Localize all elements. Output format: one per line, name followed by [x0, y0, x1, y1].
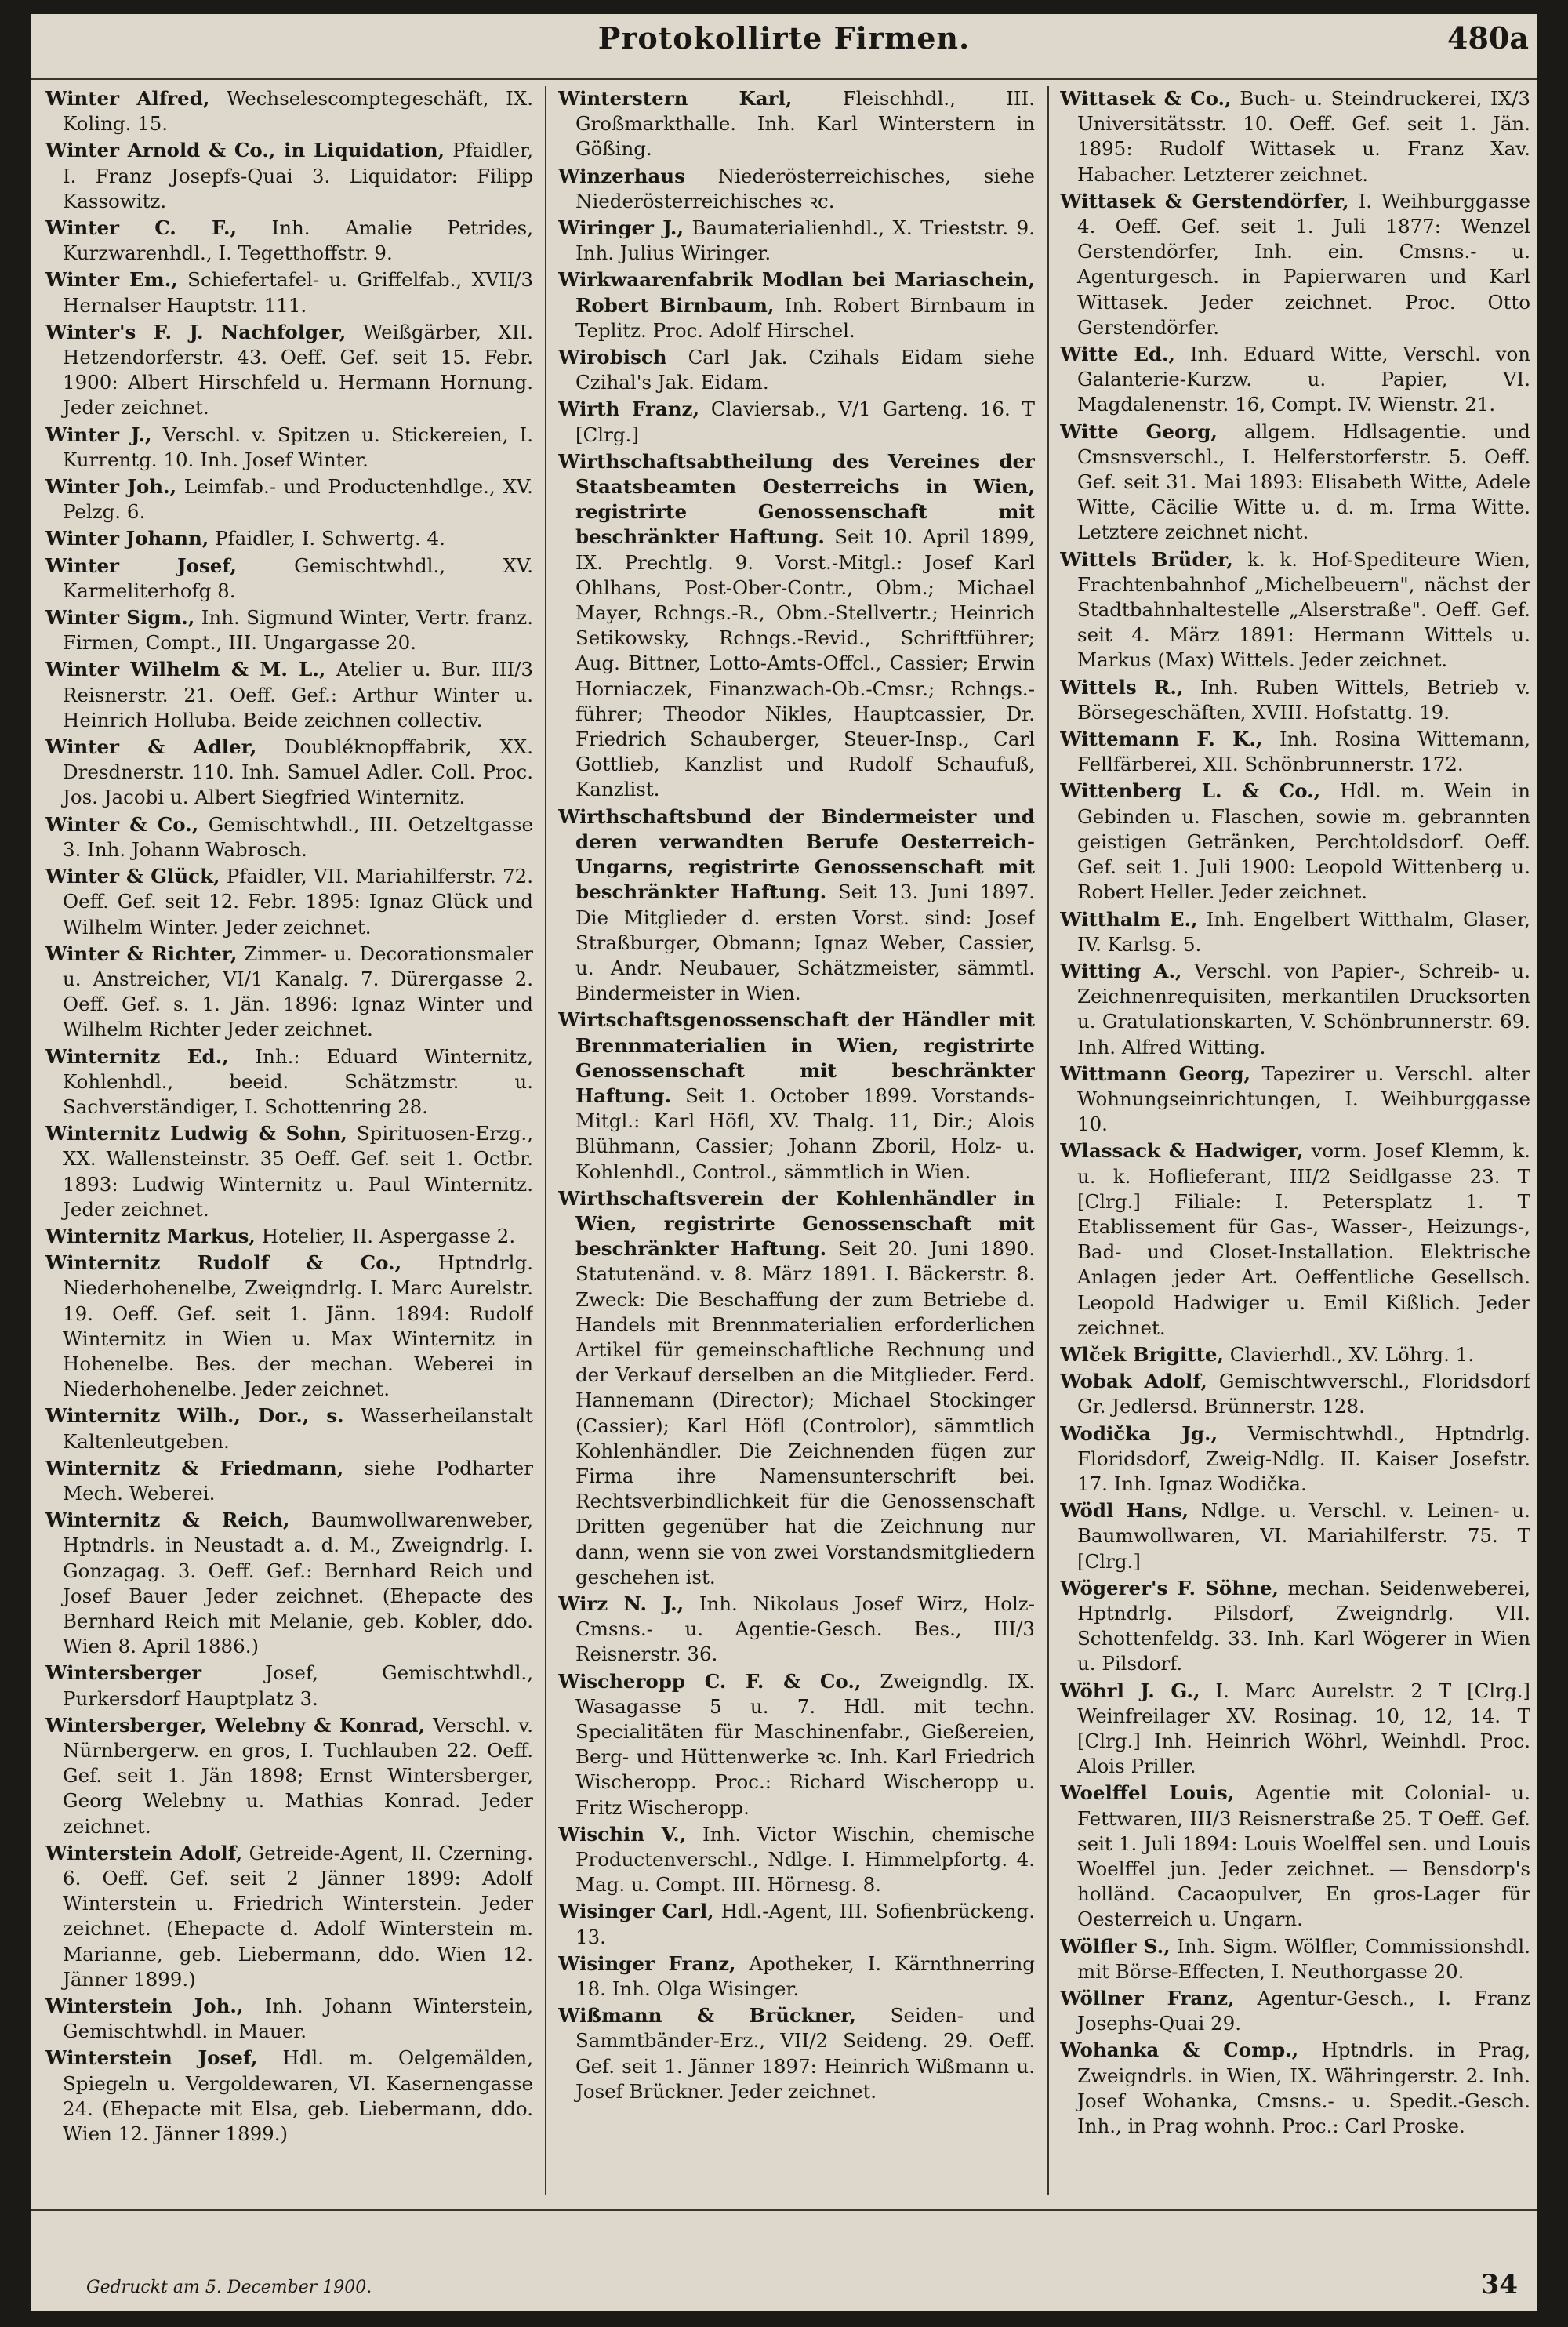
directory-entry: [45, 526, 533, 551]
firm-details: Apotheker, I. Kärnthnerring 18. Inh. Olga Wisinger.: [575, 1951, 1035, 2001]
firm-details: Hotelier, II. Aspergasse 2.: [261, 1224, 516, 1247]
firm-name: Wodička Jg.,: [1060, 1421, 1218, 1445]
firm-name: Wiringer J.,: [558, 216, 684, 240]
directory-entry: [45, 1251, 533, 1402]
firm-details: k. k. Hof-Spediteure Wien, Frachtenbahnhof „Michelbeuern", nächst der Stadtbahnhaltestelle „Alserstraße". Oeff. Gef. seit 4. März 1891: Hermann Wittels u. Markus (Max) Wittels. Jeder zeichnet.: [1077, 547, 1530, 672]
directory-entry: [1060, 675, 1530, 725]
firm-name: Wittmann Georg,: [1060, 1062, 1251, 1085]
firm-details: Wechselescomptegeschäft, IX. Koling. 15.: [63, 87, 533, 136]
directory-entry: [1060, 547, 1530, 673]
firm-name: Wlček Brigitte,: [1060, 1342, 1224, 1366]
page-number: 480a: [1447, 20, 1529, 56]
firm-name: Witte Georg,: [1060, 419, 1218, 443]
directory-entry: [558, 86, 1035, 162]
firm-details: Baumaterialienhdl., X. Trieststr. 9. Inh. Julius Wiringer.: [575, 216, 1035, 265]
firm-details: Atelier u. Bur. III/3 Reisnerstr. 21. Oeff. Gef.: Arthur Winter u. Heinrich Holluba. Beide zeichnen collectiv.: [63, 658, 533, 731]
directory-entry: [1060, 1986, 1530, 2036]
directory-entry: [45, 423, 533, 473]
firm-name: Wirthschaftsbund der Bindermeister und deren verwandten Berufe Oesterreich-Ungarns, registrirte Genossenschaft mit beschränkter Haftung.: [558, 804, 1035, 904]
firm-details: Inh. Nikolaus Josef Wirz, Holz-Cmsns.- u. Agentie-Gesch. Bes., III/3 Reisnerstr. 36.: [575, 1592, 1035, 1666]
firm-name: Wirthschaftsabtheilung des Vereines der Staatsbeamten Oesterreichs in Wien, registrirte Genossenschaft mit beschränkter Haftung.: [558, 449, 1035, 549]
firm-details: Buch- u. Steindruckerei, IX/3 Universitätsstr. 10. Oeff. Gef. seit 1. Jän. 1895: Rudolf Wittasek u. Franz Xav. Habacher. Letzterer zeichnet.: [1077, 87, 1530, 186]
firm-name: Winter J.,: [45, 423, 152, 446]
directory-entry: [1060, 1369, 1530, 1419]
firm-name: Winter Em.,: [45, 268, 178, 292]
firm-details: Pfaidler, VII. Mariahilferstr. 72. Oeff. Gef. seit 12. Febr. 1895: Ignaz Glück und Wilhelm Winter. Jeder zeichnet.: [63, 865, 533, 938]
firm-name: Wintersberger, Welebny & Konrad,: [45, 1713, 426, 1737]
firm-name: Wittenberg L. & Co.,: [1060, 779, 1321, 803]
firm-name: Wögerer's F. Söhne,: [1060, 1576, 1279, 1599]
directory-entry: [1060, 727, 1530, 777]
firm-details: Pfaidler, I. Schwertg. 4.: [215, 527, 445, 550]
firm-name: Winter & Co.,: [45, 812, 199, 836]
firm-details: Inh. Amalie Petrides, Kurzwarenhdl., I. Tegetthoffstr. 9.: [63, 216, 533, 265]
firm-details: Gemischtwverschl., Floridsdorf Gr. Jedlersd. Brünnerstr. 128.: [1077, 1370, 1530, 1418]
firm-details: Wasserheilanstalt Kaltenleutgeben.: [63, 1404, 533, 1453]
firm-name: Wirtschaftsgenossenschaft der Händler mit Brennmaterialien in Wien, registrirte Genossenschaft mit beschränkter Haftung.: [558, 1008, 1035, 1107]
directory-entry: [1060, 1062, 1530, 1138]
directory-entry: [45, 474, 533, 525]
firm-name: Wlassack & Hadwiger,: [1060, 1139, 1304, 1163]
firm-name: Winter Johann,: [45, 527, 209, 550]
firm-details: Hptndrls. in Prag, Zweigndrls. in Wien, IX. Währingerstr. 2. Inh. Josef Wohanka, Cmsns.- u. Spedit.-Gesch. Inh., in Prag wohnh. Proc.: Carl Proske.: [1077, 2038, 1530, 2138]
firm-name: Winter & Richter,: [45, 942, 238, 965]
directory-entry: [558, 345, 1035, 395]
directory-entry: [1060, 1781, 1530, 1932]
directory-entry: [45, 1508, 533, 1659]
firm-details: Inh. Eduard Witte, Verschl. von Galanterie-Kurzw. u. Papier, VI. Magdalenenstr. 16, Compt. IV. Wienstr. 21.: [1077, 343, 1530, 416]
firm-details: Seit 13. Juni 1897. Die Mitglieder d. ersten Vorst. sind: Josef Straßburger, Obmann; Ignaz Weber, Cassier, u. Andr. Neubauer, Schätzmeister, sämmtl. Bindermeister in Wien.: [575, 880, 1035, 1005]
firm-name: Wittels Brüder,: [1060, 547, 1233, 571]
firm-name: Wißmann & Brückner,: [558, 2004, 856, 2028]
firm-details: Gemischtwhdl., III. Oetzeltgasse 3. Inh. Johann Wabrosch.: [63, 812, 533, 861]
directory-entry: [1060, 779, 1530, 905]
firm-details: I. Weihburggasse 4. Oeff. Gef. seit 1. Juli 1877: Wenzel Gerstendörfer, Inh. ein. Cmsns.- u. Agenturgesch. in Papierwaren und Karl Wittasek. Jeder zeichnet. Proc. Otto Gerstendörfer.: [1077, 189, 1530, 339]
column-divider-2: [1047, 86, 1049, 2195]
print-date: Gedruckt am 5. December 1900.: [86, 2278, 372, 2297]
firm-name: Winternitz & Reich,: [45, 1508, 290, 1532]
directory-entry: [558, 804, 1035, 1007]
firm-details: Pfaidler, I. Franz Josepfs-Quai 3. Liquidator: Filipp Kassowitz.: [63, 139, 533, 212]
firm-name: Winternitz Markus,: [45, 1224, 256, 1247]
firm-name: Wobak Adolf,: [1060, 1370, 1207, 1393]
firm-details: Hdl. m. Wein in Gebinden u. Flaschen, sowie m. gebrannten geistigen Getränken, Perchtoldsdorf. Oeff. Gef. seit 1. Juli 1900: Leopold Wittenberg u. Robert Heller. Jeder zeichnet.: [1077, 779, 1530, 904]
directory-entry: [558, 1007, 1035, 1184]
column-2: [558, 86, 1035, 2195]
firm-details: Tapezirer u. Verschl. alter Wohnungseinrichtungen, I. Weihburggasse 10.: [1077, 1062, 1530, 1136]
directory-entry: [45, 1121, 533, 1222]
directory-entry: [45, 1044, 533, 1120]
directory-entry: [1060, 419, 1530, 546]
firm-details: Hptndrlg. Niederhohenelbe, Zweigndrlg. I. Marc Aurelstr. 19. Oeff. Gef. seit 1. Jänn. 1894: Rudolf Winternitz in Wien u. Max Winternitz in Hohenelbe. Bes. der mechan. Weberei in Niederhohenelbe. Jeder zeichnet.: [63, 1251, 533, 1401]
column-divider-1: [545, 86, 546, 2195]
directory-entry: [45, 554, 533, 604]
directory-entry: [1060, 1576, 1530, 1677]
firm-name: Witting A.,: [1060, 959, 1182, 982]
firm-name: Winter & Adler,: [45, 735, 257, 759]
firm-name: Witte Ed.,: [1060, 343, 1176, 366]
column-1: [45, 86, 533, 2195]
firm-name: Winter Arnold & Co., in Liquidation,: [45, 139, 445, 162]
firm-name: Wittemann F. K.,: [1060, 728, 1263, 751]
firm-name: Witthalm E.,: [1060, 907, 1198, 931]
firm-name: Wintersberger: [45, 1661, 202, 1685]
firm-name: Wittasek & Gerstendörfer,: [1060, 189, 1349, 212]
firm-name: Wohanka & Comp.,: [1060, 2038, 1299, 2062]
directory-entry: [558, 449, 1035, 803]
firm-details: Hdl. m. Oelgemälden, Spiegeln u. Vergoldewaren, VI. Kasernengasse 24. (Ehepacte mit Elsa, geb. Liebermann, ddo. Wien 12. Jänner 1899.): [63, 2046, 533, 2146]
firm-details: Spirituosen-Erzg., XX. Wallensteinstr. 35 Oeff. Gef. seit 1. Octbr. 1893: Ludwig Winternitz u. Paul Winternitz. Jeder zeichnet.: [63, 1122, 533, 1221]
directory-entry: [45, 1841, 533, 1992]
directory-entry: [45, 1713, 533, 1839]
directory-entry: [45, 1403, 533, 1454]
directory-entry: [45, 812, 533, 862]
firm-details: Leimfab.- und Productenhdlge., XV. Pelzg. 6.: [63, 475, 533, 524]
firm-details: Vermischtwhdl., Hptndrlg. Floridsdorf, Zweig-Ndlg. II. Kaiser Josefstr. 17. Inh. Ignaz Wodička.: [1077, 1421, 1530, 1495]
firm-details: mechan. Seidenweberei, Hptndrlg. Pilsdorf, Zweigndrlg. VII. Schottenfeldg. 33. Inh. Karl Wögerer in Wien u. Pilsdorf.: [1077, 1576, 1530, 1675]
firm-details: Inh. Rosina Wittemann, Fellfärberei, XII. Schönbrunnerstr. 172.: [1077, 728, 1530, 776]
firm-details: Zimmer- u. Decorationsmaler u. Anstreicher, VI/1 Kanalg. 7. Dürergasse 2. Oeff. Gef. s. 1. Jän. 1896: Ignaz Winter und Wilhelm Richter Jeder zeichnet.: [63, 942, 533, 1041]
firm-details: Getreide-Agent, II. Czerning. 6. Oeff. Gef. seit 2 Jänner 1899: Adolf Winterstein u. Friedrich Winterstein. Jeder zeichnet. (Ehepacte d. Adolf Winterstein m. Marianne, geb. Liebermann, ddo. Wien 12. Jänner 1899.): [63, 1841, 533, 1991]
directory-entry: [45, 1224, 533, 1249]
firm-details: I. Marc Aurelstr. 2 T [Clrg.] Weinfreilager XV. Rosinag. 10, 12, 14. T [Clrg.] Inh. Heinrich Wöhrl, Weinhdl. Proc. Alois Priller.: [1077, 1679, 1530, 1778]
directory-entry: [1060, 1421, 1530, 1497]
directory-entry: [1060, 1934, 1530, 1984]
directory-entry: [1060, 342, 1530, 418]
directory-entry: [1060, 189, 1530, 340]
directory-entry: [558, 267, 1035, 343]
directory-entry: [1060, 959, 1530, 1060]
directory-entry: [1060, 1679, 1530, 1780]
firm-details: Verschl. von Papier-, Schreib- u. Zeichnenrequisiten, merkantilen Drucksorten u. Gratulationskarten, V. Schönbrunnerstr. 69. Inh. Alfred Witting.: [1077, 959, 1530, 1058]
firm-name: Winter's F. J. Nachfolger,: [45, 320, 347, 343]
directory-entry: [1060, 907, 1530, 957]
firm-details: Niederösterreichisches, siehe Niederösterreichisches ꝛc.: [575, 164, 1035, 212]
firm-details: Claviersab., V/1 Garteng. 16. T [Clrg.]: [575, 398, 1035, 446]
firm-details: Agentur-Gesch., I. Franz Josephs-Quai 29.: [1077, 1987, 1530, 2035]
directory-entry: [45, 216, 533, 266]
firm-details: allgem. Hdlsagentie. und Cmsnsverschl., I. Helferstorferstr. 5. Oeff. Gef. seit 31. Mai 1893: Elisabeth Witte, Adele Witte, Cäcilie Witte u. d. m. Irma Witte. Letztere zeichnet nicht.: [1077, 419, 1530, 544]
firm-details: Inh. Sigm. Wölfler, Commissionshdl. mit Börse-Effecten, I. Neuthorgasse 20.: [1077, 1934, 1530, 1983]
directory-entry: [45, 605, 533, 655]
directory-entry: [558, 1951, 1035, 2002]
firm-name: Wirkwaarenfabrik Modlan bei Mariaschein, Robert Birnbaum,: [558, 268, 1035, 317]
firm-details: Carl Jak. Czihals Eidam siehe Czihal's Jak. Eidam.: [575, 346, 1035, 394]
firm-name: Winternitz & Friedmann,: [45, 1456, 344, 1479]
directory-entry: [1060, 1498, 1530, 1574]
directory-entry: [558, 1592, 1035, 1668]
firm-details: Weißgärber, XII. Hetzendorferstr. 43. Oeff. Gef. seit 15. Febr. 1900: Albert Hirschfeld u. Hermann Hornung. Jeder zeichnet.: [63, 320, 533, 419]
directory-entry: [1060, 86, 1530, 187]
firm-name: Winternitz Rudolf & Co.,: [45, 1251, 402, 1275]
firm-details: Verschl. v. Nürnbergerw. en gros, I. Tuchlauben 22. Oeff. Gef. seit 1. Jän 1898; Ernst Wintersberger, Georg Welebny u. Mathias Konrad. Jeder zeichnet.: [63, 1713, 533, 1838]
firm-details: Inh. Engelbert Witthalm, Glaser, IV. Karlsg. 5.: [1077, 907, 1530, 956]
firm-name: Woelffel Louis,: [1060, 1781, 1235, 1805]
directory-entry: [558, 1186, 1035, 1590]
directory-entry: [45, 1661, 533, 1711]
firm-name: Wöllner Franz,: [1060, 1987, 1235, 2010]
firm-name: Winter Josef,: [45, 554, 237, 577]
firm-details: Agentie mit Colonial- u. Fettwaren, III/3 Reisnerstraße 25. T Oeff. Gef. seit 1. Juli 1894: Louis Woelffel sen. und Louis Woelffel jun. Jeder zeichnet. — Bensdorp's holländ. Cacaopulver, En gros-Lager für Oesterreich u. Ungarn.: [1077, 1781, 1530, 1931]
directory-entry: [45, 320, 533, 421]
firm-name: Winter C. F.,: [45, 216, 238, 240]
firm-details: Inh. Sigmund Winter, Vertr. franz. Firmen, Compt., III. Ungargasse 20.: [63, 606, 533, 655]
firm-details: Inh. Robert Birnbaum in Teplitz. Proc. Adolf Hirschel.: [575, 293, 1035, 342]
firm-name: Wirobisch: [558, 346, 667, 369]
firm-details: Inh. Ruben Wittels, Betrieb v. Börsegeschäften, XVIII. Hofstattg. 19.: [1077, 675, 1530, 724]
firm-details: Zweigndlg. IX. Wasagasse 5 u. 7. Hdl. mit techn. Specialitäten für Maschinenfabr., Gießereien, Berg- und Hüttenwerke ꝛc. Inh. Karl Friedrich Wischeropp. Proc.: Richard Wischeropp u. Fritz Wischeropp.: [575, 1669, 1035, 1819]
directory-entry: [558, 164, 1035, 214]
firm-name: Winternitz Ludwig & Sohn,: [45, 1122, 347, 1145]
firm-name: Wölfler S.,: [1060, 1934, 1171, 1958]
directory-entry: [558, 216, 1035, 266]
firm-name: Winterstein Josef,: [45, 2046, 258, 2070]
firm-details: Ndlge. u. Verschl. v. Leinen- u. Baumwollwaren, VI. Mariahilferstr. 75. T [Clrg.]: [1077, 1499, 1530, 1573]
firm-name: Winter Joh.,: [45, 475, 177, 499]
firm-name: Wisinger Franz,: [558, 1951, 736, 1975]
firm-details: Gemischtwhdl., XV. Karmeliterhofg 8.: [63, 554, 533, 602]
firm-name: Winterstein Adolf,: [45, 1841, 243, 1864]
firm-details: Seit 1. October 1899. Vorstands-Mitgl.: Karl Höfl, XV. Thalg. 11, Dir.; Alois Blühmann, Cassier; Johann Zboril, Holz- u. Kohlenhdl., Control., sämmtlich in Wien.: [575, 1084, 1035, 1183]
directory-entry: [1060, 1138, 1530, 1341]
firm-name: Wischeropp C. F. & Co.,: [558, 1669, 862, 1693]
directory-entry: [45, 138, 533, 214]
firm-details: Hdl.-Agent, III. Sofienbrückeng. 13.: [575, 1900, 1035, 1948]
firm-details: Seit 20. Juni 1890. Statutenänd. v. 8. März 1891. I. Bäckerstr. 8. Zweck: Die Beschaffung der zum Betriebe d. Handels mit Brennmaterialien erforderlichen Artikel für gemeinschaftliche Rechnung und der Verkauf derselben an die Mitglieder. Ferd. Hannemann (Director); Michael Stockinger (Cassier); Karl Höfl (Controlor), sämmtlich Kohlenhändler. Die Zeichnenden fügen zur Firma ihre Namensunterschrift bei. Rechtsverbindlichkeit für die Genossenschaft Dritten gegenüber hat die Zeichnung nur dann, wenn sie von zwei Vorstandsmitgliedern geschehen ist.: [575, 1237, 1035, 1588]
directory-entry: [45, 1994, 533, 2044]
directory-entry: [45, 864, 533, 940]
directory-entry: [45, 86, 533, 136]
firm-name: Winter Wilhelm & M. L.,: [45, 658, 326, 681]
firm-name: Winternitz Ed.,: [45, 1044, 229, 1068]
firm-name: Wödl Hans,: [1060, 1499, 1189, 1523]
firm-name: Winternitz Wilh., Dor., s.: [45, 1404, 344, 1428]
firm-details: Baumwollwarenweber, Hptndrls. in Neustadt a. d. M., Zweigndrlg. I. Gonzagag. 3. Oeff. Gef.: Bernhard Reich und Josef Bauer Jeder zeichnet. (Ehepacte des Bernhard Reich mit Melanie, geb. Kobler, ddo. Wien 8. April 1886.): [63, 1508, 533, 1658]
firm-name: Wirth Franz,: [558, 398, 699, 421]
firm-details: Inh.: Eduard Winternitz, Kohlenhdl., beeid. Schätzmstr. u. Sachverständiger, I. Schottenring 28.: [63, 1044, 533, 1118]
firm-details: Seiden- und Sammtbänder-Erz., VII/2 Seideng. 29. Oeff. Gef. seit 1. Jänner 1897: Heinrich Wißmann u. Josef Brückner. Jeder zeichnet.: [575, 2004, 1035, 2103]
firm-details: siehe Podharter Mech. Weberei.: [63, 1456, 533, 1505]
directory-entry: [45, 2046, 533, 2147]
sheet-number: 34: [1480, 2269, 1518, 2300]
directory-entry: [1060, 1342, 1530, 1367]
firm-details: vorm. Josef Klemm, k. u. k. Hoflieferant, III/2 Seidlgasse 23. T [Clrg.] Filiale: I. Petersplatz 1. T Etablissement für Gas-, Wasser-, Heizungs-, Bad- und Closet-Installation. Elektrische Anlagen jeder Art. Oeffentliche Gesellsch. Leopold Hadwiger u. Emil Kißlich. Jeder zeichnet.: [1077, 1139, 1530, 1339]
firm-name: Wirz N. J.,: [558, 1592, 684, 1615]
directory-entry: [45, 942, 533, 1043]
firm-name: Winterstern Karl,: [558, 87, 793, 110]
directory-entry: [558, 1669, 1035, 1821]
firm-name: Wirthschaftsverein der Kohlenhändler in Wien, registrirte Genossenschaft mit beschränkter Haftung.: [558, 1186, 1035, 1261]
directory-entry: [558, 2003, 1035, 2104]
firm-name: Winter & Glück,: [45, 865, 220, 888]
firm-details: Seit 10. April 1899, IX. Prechtlg. 9. Vorst.-Mitgl.: Josef Karl Ohlhans, Post-Ober-Contr., Obm.; Michael Mayer, Rchngs.-R., Obm.-Stellvertr.; Heinrich Setikowsky, Rchngs.-Revid., Schriftführer; Aug. Bittner, Lotto-Amts-Offcl., Cassier; Erwin Horniaczek, Finanzwach-Ob.-Cmsr.; Rchngs.-führer; Theodor Nikles, Hauptcassier, Dr. Friedrich Schauberger, Steuer-Insp., Carl Gottlieb, Kanzlist und Rudolf Schaufuß, Kanzlist.: [575, 525, 1035, 801]
page-title: Protokollirte Firmen.: [597, 20, 971, 56]
firm-details: Clavierhdl., XV. Löhrg. 1.: [1229, 1342, 1475, 1366]
header-rule: [31, 78, 1537, 80]
directory-entry: [45, 267, 533, 318]
firm-name: Winter Sigm.,: [45, 606, 195, 630]
firm-details: Fleischhdl., III. Großmarkthalle. Inh. Karl Winterstern in Gößing.: [575, 87, 1035, 161]
firm-name: Winzerhaus: [558, 164, 685, 187]
firm-details: Schiefertafel- u. Griffelfab., XVII/3 Hernalser Hauptstr. 111.: [63, 268, 533, 317]
directory-entry: [1060, 2038, 1530, 2139]
firm-details: Inh. Johann Winterstein, Gemischtwhdl. in Mauer.: [63, 1995, 533, 2043]
firm-name: Winterstein Joh.,: [45, 1995, 244, 2018]
firm-details: Josef, Gemischtwhdl., Purkersdorf Hauptplatz 3.: [63, 1661, 533, 1710]
firm-name: Wisinger Carl,: [558, 1900, 714, 1923]
directory-entry: [45, 1456, 533, 1506]
directory-entry: [558, 397, 1035, 447]
firm-name: Wöhrl J. G.,: [1060, 1679, 1200, 1702]
footer-rule: [31, 2209, 1537, 2211]
directory-entry: [45, 657, 533, 733]
firm-name: Wischin V.,: [558, 1822, 687, 1846]
firm-details: Verschl. v. Spitzen u. Stickereien, I. Kurrentg. 10. Inh. Josef Winter.: [63, 423, 533, 471]
firm-name: Winter Alfred,: [45, 87, 210, 110]
directory-entry: [45, 735, 533, 811]
firm-details: Inh. Victor Wischin, chemische Productenverschl., Ndlge. I. Himmelpfortg. 4. Mag. u. Compt. III. Hörnesg. 8.: [575, 1822, 1035, 1897]
directory-entry: [558, 1822, 1035, 1898]
firm-name: Wittels R.,: [1060, 675, 1184, 699]
firm-details: Doubléknopffabrik, XX. Dresdnerstr. 110. Inh. Samuel Adler. Coll. Proc. Jos. Jacobi u. Albert Siegfried Winternitz.: [63, 735, 533, 809]
directory-page: [31, 14, 1537, 2311]
firm-name: Wittasek & Co.,: [1060, 87, 1232, 110]
column-3: [1060, 86, 1530, 2195]
directory-entry: [558, 1899, 1035, 1949]
